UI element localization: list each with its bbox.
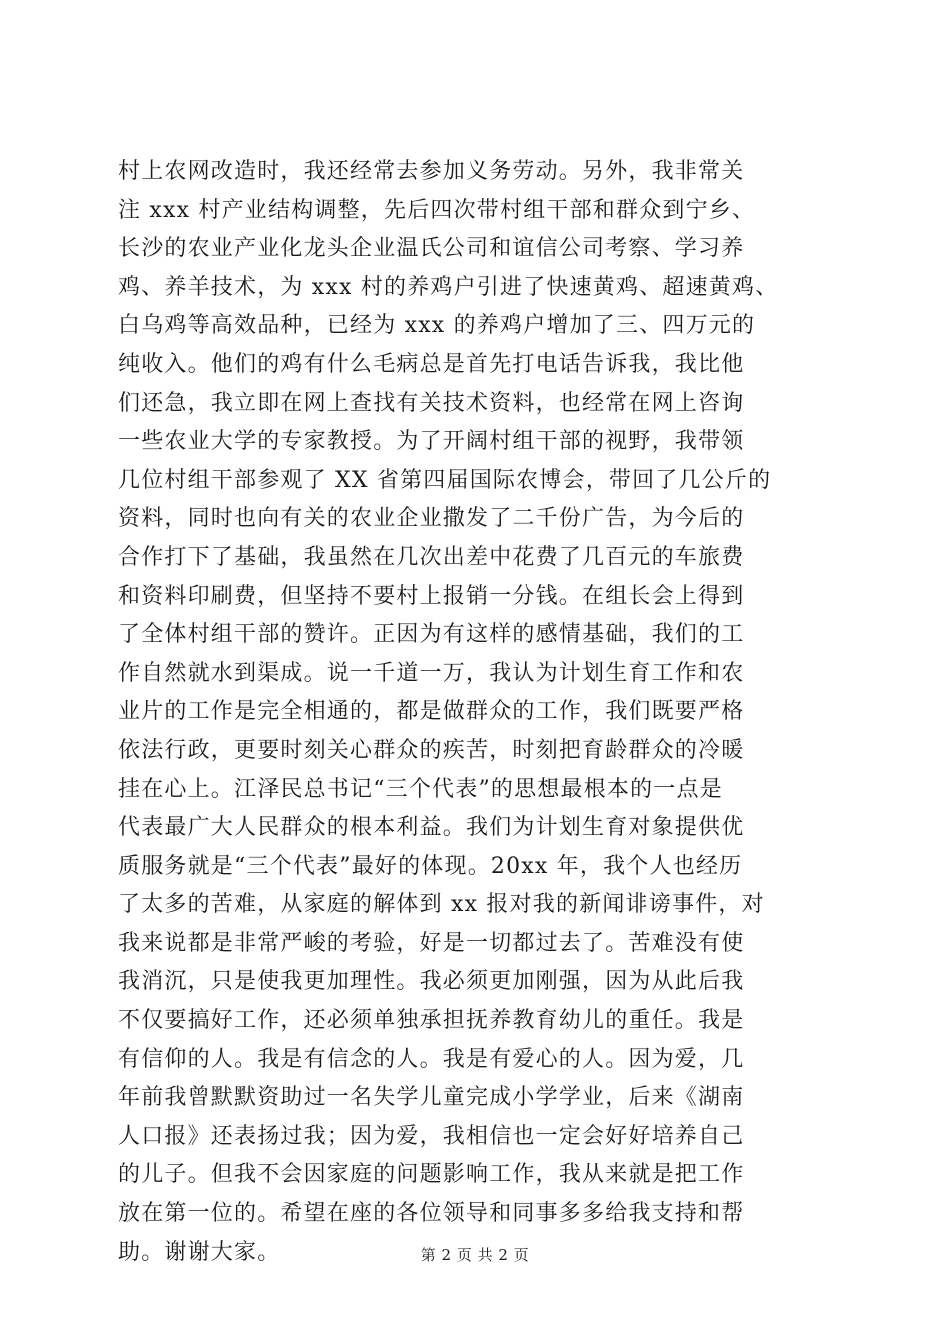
- text-line: 合作打下了基础，我虽然在几次出差中花费了几百元的车旅费: [118, 544, 745, 570]
- text-line: 注 xxx 村产业结构调整，先后四次带村组干部和群众到宁乡、: [118, 197, 756, 223]
- text-line: 一些农业大学的专家教授。为了开阔村组干部的视野，我带领: [118, 429, 745, 455]
- text-line: 鸡、养羊技术，为 xxx 村的养鸡户引进了快速黄鸡、超速黄鸡、: [118, 274, 779, 300]
- text-line: 助。谢谢大家。: [118, 1239, 281, 1265]
- text-line: 我来说都是非常严峻的考验，好是一切都过去了。苦难没有使: [118, 930, 745, 956]
- text-line: 纯收入。他们的鸡有什么毛病总是首先打电话告诉我，我比他: [118, 351, 745, 377]
- text-line: 了太多的苦难，从家庭的解体到 xx 报对我的新闻诽谤事件，对: [118, 892, 765, 918]
- text-line: 代表最广大人民群众的根本利益。我们为计划生育对象提供优: [118, 815, 745, 841]
- text-line: 村上农网改造时，我还经常去参加义务劳动。另外，我非常关: [118, 159, 745, 184]
- text-line: 人口报》还表扬过我；因为爱，我相信也一定会好好培养自己: [118, 1123, 745, 1149]
- text-line: 白乌鸡等高效品种，已经为 xxx 的养鸡户增加了三、四万元的: [118, 313, 756, 339]
- text-line: 和资料印刷费，但坚持不要村上报销一分钱。在组长会上得到: [118, 583, 745, 609]
- body-text: [118, 153, 838, 1272]
- text-line: 我消沉，只是使我更加理性。我必须更加刚强，因为从此后我: [118, 969, 745, 995]
- text-line: 放在第一位的。希望在座的各位领导和同事多多给我支持和帮: [118, 1201, 745, 1227]
- text-line: 质服务就是“三个代表”最好的体现。20xx 年，我个人也经历: [118, 853, 743, 879]
- text-line: 资料，同时也向有关的农业企业撒发了二千份广告，为今后的: [118, 506, 745, 532]
- text-line: 的儿子。但我不会因家庭的问题影响工作，我从来就是把工作: [118, 1162, 745, 1188]
- text-line: 挂在心上。江泽民总书记“三个代表”的思想最根本的一点是: [118, 776, 723, 802]
- text-line: 几位村组干部参观了 XX 省第四届国际农博会，带回了几公斤的: [118, 467, 772, 493]
- text-line: 年前我曾默默资助过一名失学儿童完成小学学业，后来《湖南: [118, 1085, 745, 1111]
- text-line: 了全体村组干部的赞许。正因为有这样的感情基础，我们的工: [118, 622, 745, 648]
- text-line: 长沙的农业产业化龙头企业温氏公司和谊信公司考察、学习养: [118, 236, 745, 262]
- text-line: 业片的工作是完全相通的，都是做群众的工作，我们既要严格: [118, 699, 745, 725]
- text-line: 们还急，我立即在网上查找有关技术资料，也经常在网上咨询: [118, 390, 745, 416]
- text-line: 作自然就水到渠成。说一千道一万，我认为计划生育工作和农: [118, 660, 745, 686]
- text-line: 不仅要搞好工作，还必须单独承担抚养教育幼儿的重任。我是: [118, 1008, 745, 1034]
- text-line: 有信仰的人。我是有信念的人。我是有爱心的人。因为爱，几: [118, 1046, 745, 1072]
- text-line: 依法行政，更要时刻关心群众的疾苦，时刻把育龄群众的冷暖: [118, 737, 745, 763]
- page-number-footer: 第 2 页 共 2 页: [420, 1246, 530, 1264]
